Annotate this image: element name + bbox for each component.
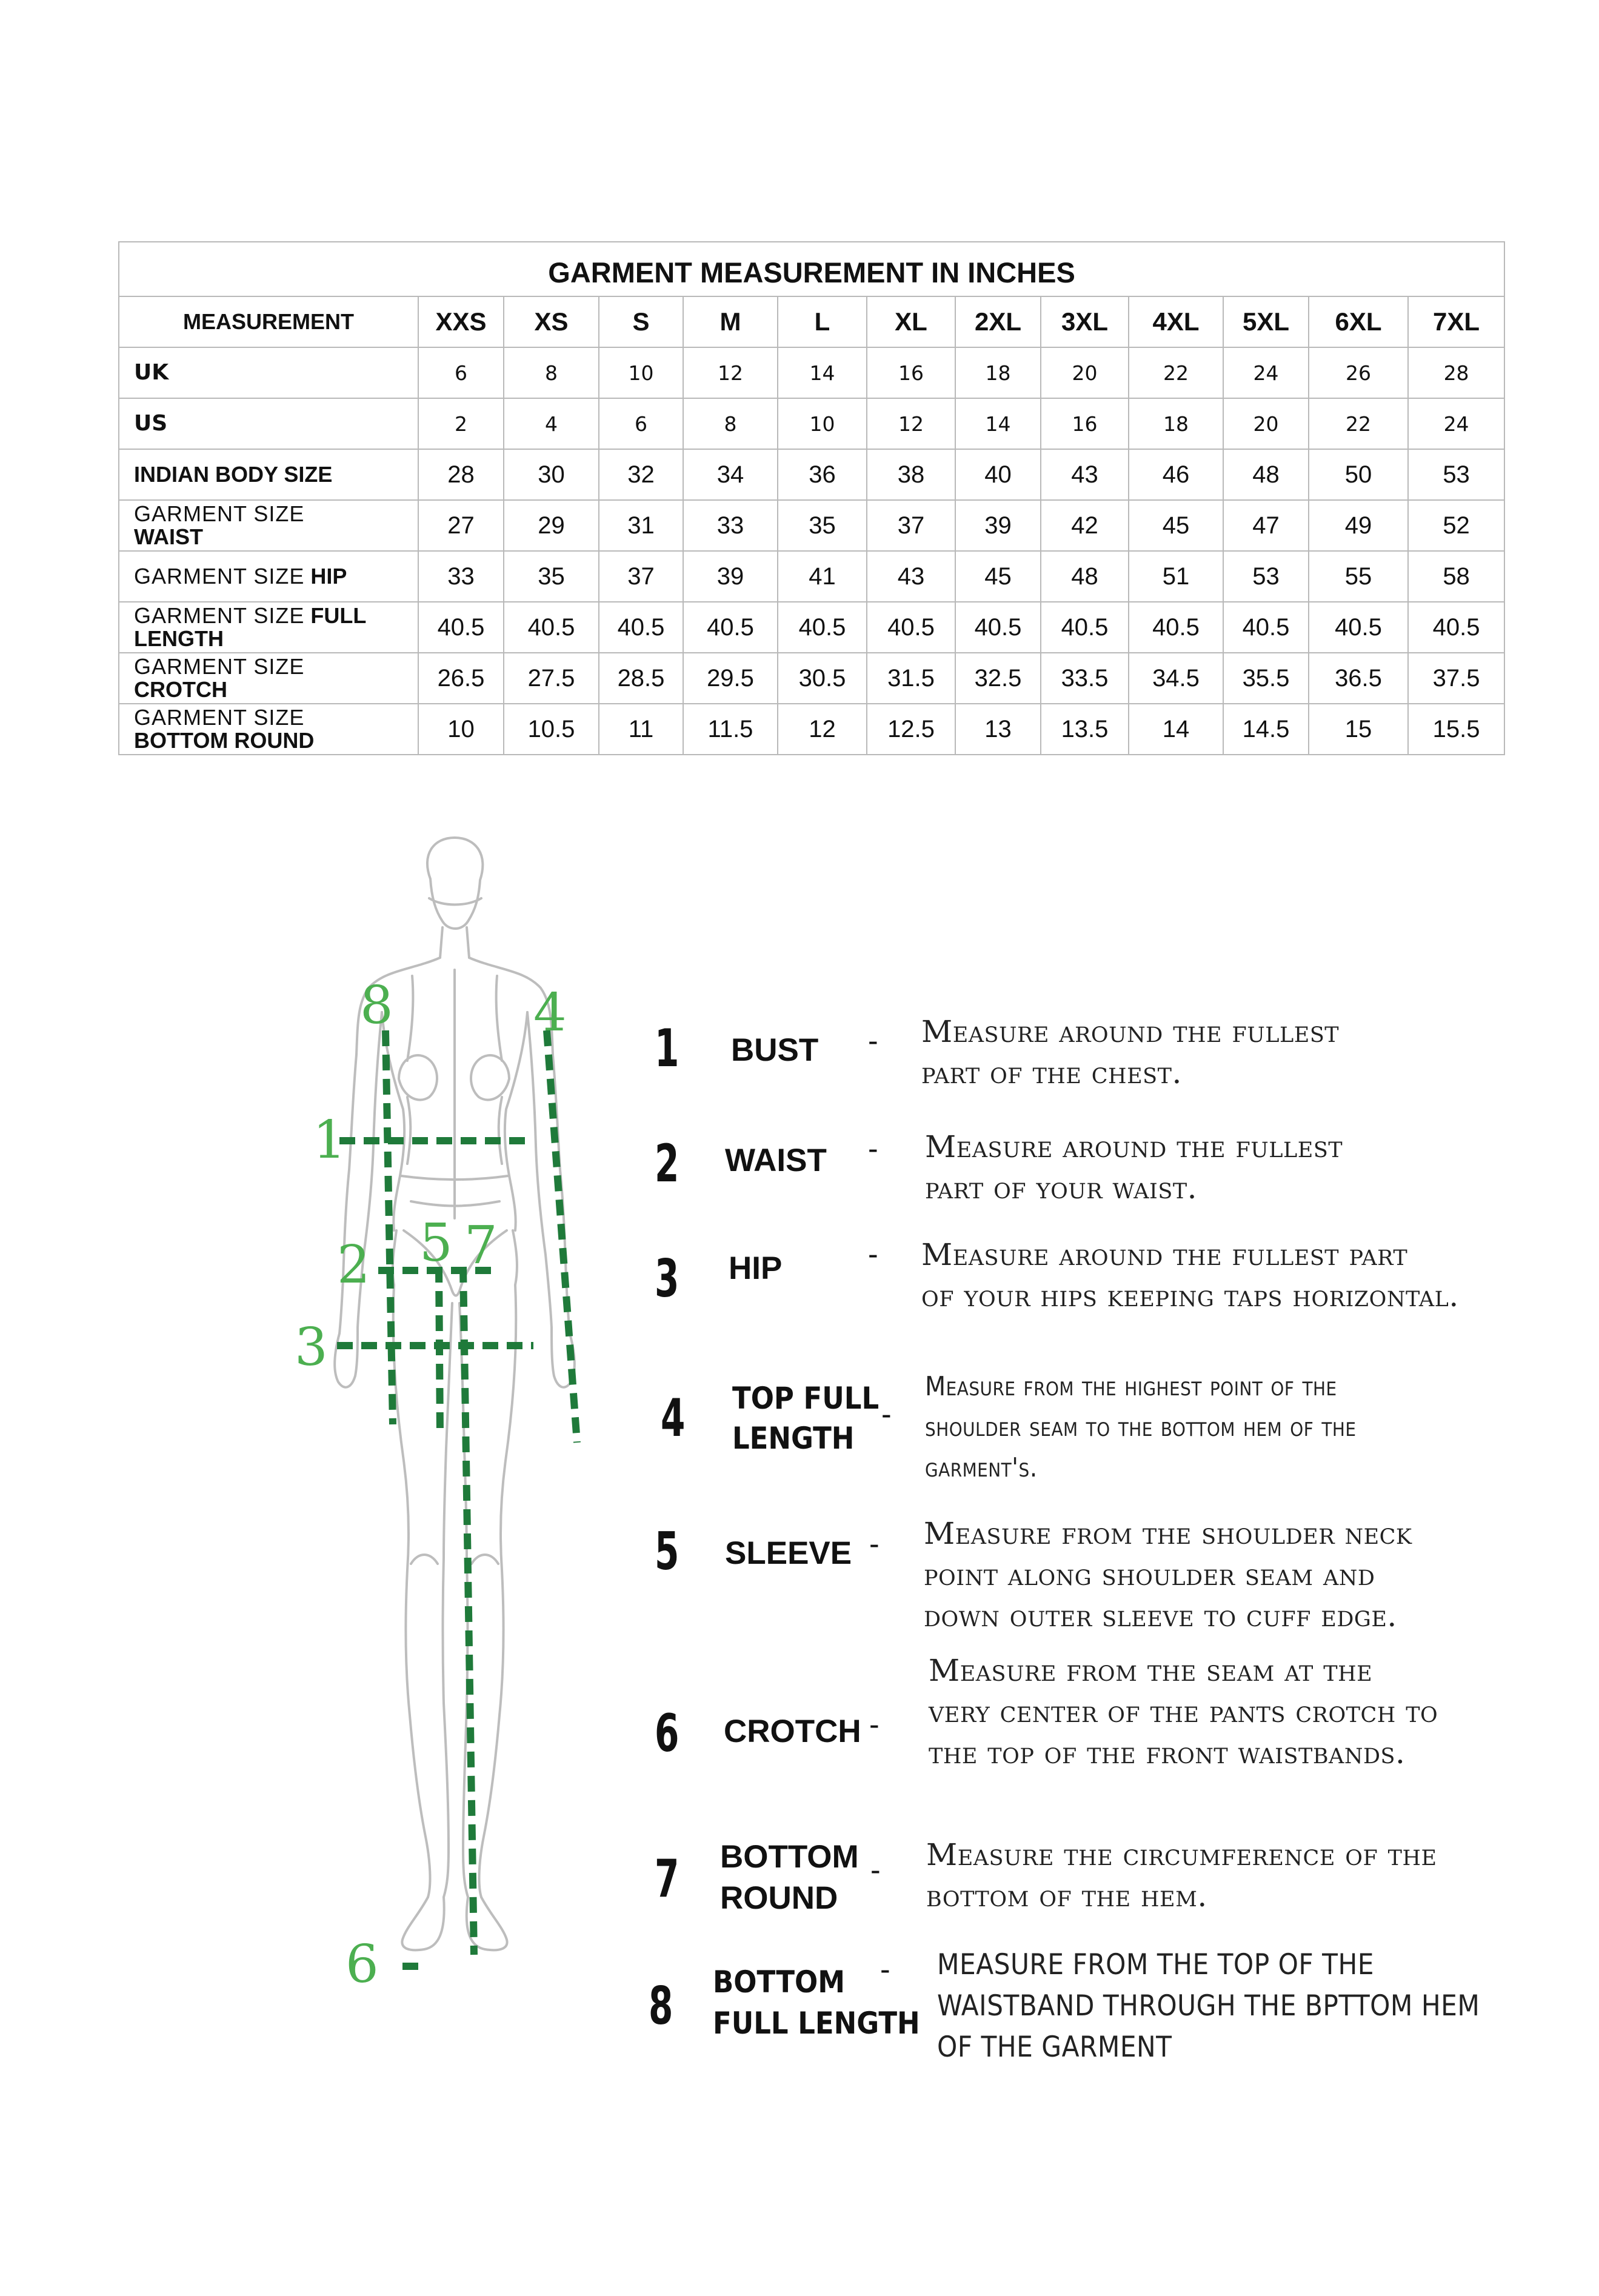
row-label-name: UK (134, 360, 169, 385)
table-cell: 48 (1223, 449, 1309, 500)
step-number: 5 (655, 1521, 679, 1582)
size-header: L (778, 296, 867, 347)
step-description: Measure from the highest point of the shoulder seam to the bottom hem of the garment's. (925, 1371, 1357, 1483)
size-header: S (599, 296, 683, 347)
table-row (119, 551, 1504, 602)
step-name: TOP FULL LENGTH (732, 1381, 880, 1456)
table-cell: 14 (778, 347, 867, 398)
figure-label-8: 8 (360, 975, 393, 1036)
table-cell: 46 (1129, 449, 1223, 500)
table-cell: 18 (1129, 398, 1223, 449)
row-label (119, 602, 418, 653)
table-cell: 16 (867, 347, 955, 398)
row-label-name: CROTCH (134, 677, 227, 702)
table-cell: 40 (955, 449, 1041, 500)
table-cell: 52 (1408, 500, 1504, 551)
figure-label-2: 2 (337, 1235, 370, 1295)
step-dash: - (881, 1397, 892, 1431)
table-body (119, 347, 1504, 755)
table-cell: 12 (867, 398, 955, 449)
table-cell: 55 (1309, 551, 1408, 602)
step-number: 2 (655, 1133, 679, 1194)
step-description: Measure around the fullest part of your waist. (925, 1129, 1343, 1206)
table-cell: 33 (418, 551, 504, 602)
step-dash: - (880, 1952, 890, 1986)
row-label (119, 398, 418, 449)
row-label-name: US (134, 411, 168, 436)
size-header: XL (867, 296, 955, 347)
table-cell: 40.5 (867, 602, 955, 653)
table-cell: 39 (683, 551, 778, 602)
step-number: 1 (655, 1018, 679, 1079)
table-cell: 26.5 (418, 653, 504, 704)
table-cell: 26 (1309, 347, 1408, 398)
size-chart-table (118, 241, 1505, 755)
table-cell: 8 (504, 347, 599, 398)
table-cell: 20 (1223, 398, 1309, 449)
step-name: BOTTOM FULL LENGTH (713, 1964, 920, 2041)
table-cell: 27.5 (504, 653, 599, 704)
table-cell: 22 (1309, 398, 1408, 449)
table-cell: 37 (599, 551, 683, 602)
table-row (119, 602, 1504, 653)
table-cell: 28 (1408, 347, 1504, 398)
step-number: 7 (655, 1849, 679, 1909)
row-label-prefix: GARMENT SIZE (134, 564, 305, 589)
row-label (119, 704, 418, 755)
table-cell: 42 (1041, 500, 1129, 551)
size-header: XS (504, 296, 599, 347)
table-cell: 49 (1309, 500, 1408, 551)
body-measurement-figure (267, 830, 643, 2085)
table-cell: 40.5 (1041, 602, 1129, 653)
step-name: CROTCH (724, 1714, 861, 1749)
measurement-header: MEASUREMENT (119, 296, 418, 347)
step-description: Measure from the seam at the very center of the pants crotch to the top of the front waistbands. (929, 1653, 1438, 1770)
row-label-prefix: GARMENT SIZE (134, 705, 305, 730)
step-description: Measure the circumference of the bottom of the hem. (926, 1837, 1437, 1914)
table-row (119, 347, 1504, 398)
step-name: BUST (731, 1032, 819, 1068)
table-cell: 40.5 (778, 602, 867, 653)
step-number: 8 (649, 1976, 673, 2037)
table-cell: 28 (418, 449, 504, 500)
table-row (119, 398, 1504, 449)
table-cell: 4 (504, 398, 599, 449)
row-label (119, 653, 418, 704)
table-cell: 45 (1129, 500, 1223, 551)
step-number: 6 (655, 1703, 679, 1764)
size-header: XXS (418, 296, 504, 347)
table-cell: 35 (778, 500, 867, 551)
table-cell: 11.5 (683, 704, 778, 755)
size-header: 4XL (1129, 296, 1223, 347)
table-row (119, 500, 1504, 551)
measurement-numbers (295, 975, 567, 1995)
table-cell: 24 (1223, 347, 1309, 398)
step-dash: - (869, 1527, 880, 1561)
table-row (119, 704, 1504, 755)
table-row (119, 449, 1504, 500)
figure-label-3: 3 (295, 1317, 328, 1378)
table-cell: 31.5 (867, 653, 955, 704)
size-header: 3XL (1041, 296, 1129, 347)
table-cell: 36.5 (1309, 653, 1408, 704)
step-dash: - (868, 1237, 878, 1271)
table-cell: 40.5 (599, 602, 683, 653)
table-cell: 15.5 (1408, 704, 1504, 755)
table-cell: 24 (1408, 398, 1504, 449)
step-name: HIP (729, 1250, 783, 1286)
table-cell: 48 (1041, 551, 1129, 602)
table-cell: 14 (1129, 704, 1223, 755)
table-cell: 29.5 (683, 653, 778, 704)
figure-label-1: 1 (313, 1110, 346, 1170)
step-dash: - (869, 1707, 880, 1741)
step-dash: - (868, 1132, 878, 1166)
table-cell: 16 (1041, 398, 1129, 449)
table-cell: 53 (1223, 551, 1309, 602)
table-cell: 40.5 (1223, 602, 1309, 653)
table-cell: 22 (1129, 347, 1223, 398)
size-header: 2XL (955, 296, 1041, 347)
table-cell: 20 (1041, 347, 1129, 398)
step-description: Measure from the shoulder neck point along shoulder seam and down outer sleeve to cuff edge. (924, 1516, 1412, 1634)
table-cell: 28.5 (599, 653, 683, 704)
table-cell: 33 (683, 500, 778, 551)
row-label (119, 449, 418, 500)
row-label (119, 500, 418, 551)
table-cell: 47 (1223, 500, 1309, 551)
step-number: 3 (655, 1249, 679, 1309)
figure-label-6: 6 (346, 1934, 379, 1995)
table-cell: 12 (778, 704, 867, 755)
step-description: MEASURE FROM THE TOP OF THE WAISTBAND THROUGH THE BPTTOM HEM OF THE GARMENT (937, 1948, 1480, 2064)
table-cell: 40.5 (1129, 602, 1223, 653)
table-cell: 35.5 (1223, 653, 1309, 704)
step-description: Measure around the fullest part of your hips keeping taps horizontal. (921, 1237, 1459, 1313)
table-cell: 39 (955, 500, 1041, 551)
table-cell: 40.5 (1309, 602, 1408, 653)
table-cell: 10 (599, 347, 683, 398)
row-label-prefix: GARMENT SIZE (134, 603, 305, 629)
table-cell: 2 (418, 398, 504, 449)
row-label-name: BOTTOM ROUND (134, 728, 315, 753)
row-label-prefix: GARMENT SIZE (134, 654, 305, 679)
size-header: 7XL (1408, 296, 1504, 347)
table-cell: 41 (778, 551, 867, 602)
table-cell: 34.5 (1129, 653, 1223, 704)
table-cell: 13.5 (1041, 704, 1129, 755)
table-cell: 6 (599, 398, 683, 449)
row-label (119, 347, 418, 398)
table-cell: 30 (504, 449, 599, 500)
table-cell: 53 (1408, 449, 1504, 500)
table-cell: 40.5 (955, 602, 1041, 653)
table-cell: 18 (955, 347, 1041, 398)
table-row (119, 653, 1504, 704)
table-cell: 14 (955, 398, 1041, 449)
step-name: SLEEVE (725, 1535, 852, 1571)
table-title: GARMENT MEASUREMENT IN INCHES (119, 242, 1504, 296)
step-number: 4 (661, 1388, 686, 1449)
table-cell: 51 (1129, 551, 1223, 602)
figure-label-7: 7 (464, 1215, 498, 1276)
table-cell: 32.5 (955, 653, 1041, 704)
row-label (119, 551, 418, 602)
table-cell: 10 (418, 704, 504, 755)
size-header: 5XL (1223, 296, 1309, 347)
figure-label-4: 4 (533, 983, 567, 1043)
row-label-name: WAIST (134, 524, 203, 549)
row-label-name: HIP (310, 564, 347, 589)
table-cell: 50 (1309, 449, 1408, 500)
measurement-instructions (649, 1014, 1576, 2073)
table-cell: 14.5 (1223, 704, 1309, 755)
table-cell: 36 (778, 449, 867, 500)
size-header-row (119, 296, 1504, 347)
step-description: Measure around the fullest part of the chest. (921, 1014, 1340, 1090)
table-cell: 33.5 (1041, 653, 1129, 704)
table-cell: 12.5 (867, 704, 955, 755)
table-cell: 40.5 (504, 602, 599, 653)
table-cell: 43 (867, 551, 955, 602)
table-cell: 40.5 (1408, 602, 1504, 653)
step-name: WAIST (725, 1143, 827, 1178)
table-cell: 40.5 (418, 602, 504, 653)
row-label-name: FULL LENGTH (134, 603, 366, 651)
table-cell: 34 (683, 449, 778, 500)
table-cell: 12 (683, 347, 778, 398)
table-cell: 45 (955, 551, 1041, 602)
table-cell: 43 (1041, 449, 1129, 500)
table-cell: 30.5 (778, 653, 867, 704)
table-cell: 15 (1309, 704, 1408, 755)
table-cell: 32 (599, 449, 683, 500)
figure-label-5: 5 (419, 1213, 453, 1273)
table-cell: 11 (599, 704, 683, 755)
table-cell: 31 (599, 500, 683, 551)
step-dash: - (868, 1024, 878, 1058)
size-header: M (683, 296, 778, 347)
table-cell: 37 (867, 500, 955, 551)
table-cell: 40.5 (683, 602, 778, 653)
table-cell: 58 (1408, 551, 1504, 602)
table-cell: 29 (504, 500, 599, 551)
row-label-name: INDIAN BODY SIZE (134, 462, 333, 487)
table-cell: 10 (778, 398, 867, 449)
size-header: 6XL (1309, 296, 1408, 347)
table-cell: 8 (683, 398, 778, 449)
step-dash: - (870, 1853, 881, 1887)
table-cell: 6 (418, 347, 504, 398)
step-name: BOTTOM ROUND (720, 1839, 859, 1916)
table-cell: 27 (418, 500, 504, 551)
table-cell: 38 (867, 449, 955, 500)
table-cell: 37.5 (1408, 653, 1504, 704)
table-cell: 13 (955, 704, 1041, 755)
row-label-prefix: GARMENT SIZE (134, 501, 305, 527)
table-cell: 35 (504, 551, 599, 602)
table-cell: 10.5 (504, 704, 599, 755)
